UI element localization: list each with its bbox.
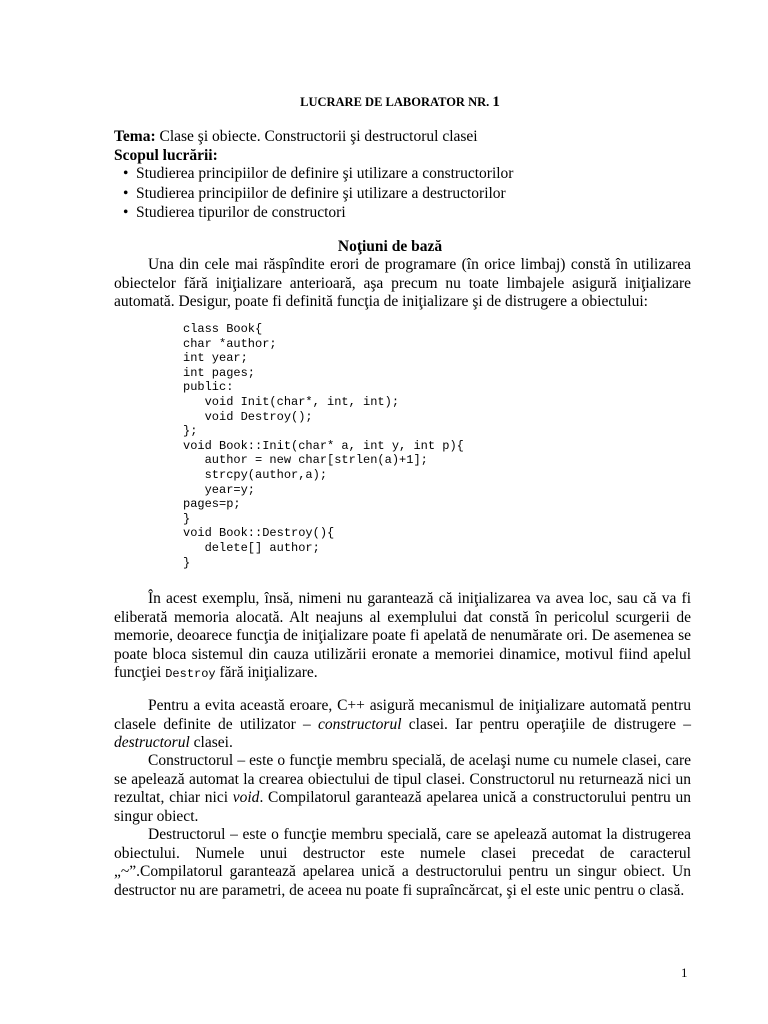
emphasis-constructor: constructorul bbox=[318, 715, 402, 733]
page-number: 1 bbox=[681, 965, 688, 980]
section-heading: Noţiuni de bază bbox=[337, 238, 443, 255]
topic-label: Tema: bbox=[114, 128, 156, 145]
code-block: class Book{ char *author; int year; int pages; public: void Init(char*, int, int); void Destroy(); }; void Book::Init(char* a, int y, int p){ author = new char[strlen(a)+1]; strcpy(author,a); year=y; pages=p; } void Book::Destroy(){ delete[] author; } bbox=[183, 322, 464, 570]
lab-number: 1 bbox=[492, 94, 500, 110]
paragraph-mechanism: Pentru a evita această eroare, C++ asigură mecanismul de iniţializare automată pentru clasele definite de utilizator – constructorul clasei. Iar pentru operaţiile de distrugere – destructorul clasei. bbox=[114, 697, 691, 752]
list-item: • Studierea principiilor de definire şi utilizare a destructorilor bbox=[123, 184, 506, 202]
bullet-icon: • bbox=[123, 184, 129, 202]
paragraph-destructor: Destructorul – este o funcţie membru specială, care se apelează automat la distrugerea obiectului. Numele unui destructor este numele clasei precedat de caracterul „~”.Compilatorul garantează apelarea unică a destructorului pentru un singur obiect. Un destructor nu are parametri, de aceea nu poate fi supraîncărcat, şi el este unic pentru o clasă. bbox=[114, 826, 691, 899]
inline-code: Destroy bbox=[165, 667, 216, 682]
paragraph-constructor: Constructorul – este o funcţie membru specială, de acelaşi nume cu numele clasei, care se apelează automat la crearea obiectului de tipul clasei. Constructorul nu returnează nici un rezultat, chiar nici void. Compilatorul garantează apelarea unică a constructorului pentru un singur obiect. bbox=[114, 752, 691, 825]
topic-text: Clase şi obiecte. Constructorii şi destructorul clasei bbox=[159, 128, 478, 145]
objectives-list bbox=[114, 164, 513, 223]
list-item: • Studierea tipurilor de constructori bbox=[123, 204, 346, 222]
emphasis-void: void bbox=[232, 789, 260, 807]
title-text: LUCRARE DE LABORATOR NR. bbox=[300, 95, 490, 109]
list-item: • Studierea principiilor de definire şi utilizare a constructorilor bbox=[123, 165, 514, 182]
paragraph-problem: În acest exemplu, însă, nimeni nu garantează că iniţializarea va avea loc, sau că va fi eliberată memoria alocată. Alt neajuns al exemplului dat constă în pericolul scurgerii de memorie, deoarece funcţia de iniţializare poate fi apelată de nenumărate ori. De asemenea se poate bloca sistemul din cauza utilizării eronate a memoriei dinamice, motivul fiind apelul funcţiei Destroy fără iniţializare. bbox=[114, 590, 691, 682]
emphasis-destructor: destructorul bbox=[114, 734, 190, 752]
paragraph-intro: Una din cele mai răspîndite erori de programare (în orice limbaj) constă în utilizarea obiectelor fără iniţializare anterioară, aşa precum nu toate limbajele asigură iniţializare automată. Desigur, poate fi definită funcţia de iniţializare şi de distrugere a obiectului: bbox=[114, 256, 691, 311]
document-title bbox=[0, 94, 768, 111]
objectives-label: Scopul lucrării: bbox=[114, 147, 218, 164]
topic-line bbox=[114, 128, 478, 146]
bullet-icon: • bbox=[123, 204, 129, 222]
bullet-icon: • bbox=[123, 165, 129, 182]
